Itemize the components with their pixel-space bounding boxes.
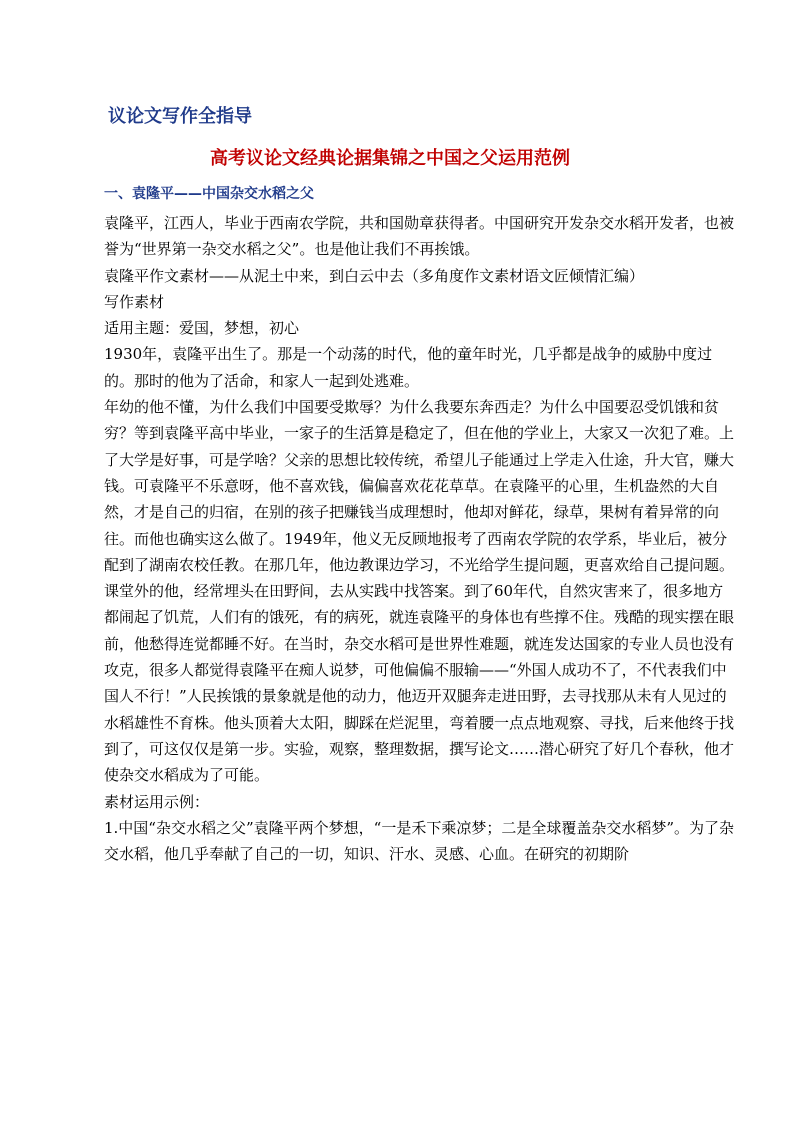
section-heading: 一、袁隆平——中国杂交水稻之父 [104,186,314,202]
document-title: 高考议论文经典论据集锦之中国之父运用范例 [210,148,570,169]
paragraph: 袁隆平作文素材——从泥土中来，到白云中去（多角度作文素材语文匠倾情汇编） [104,266,645,285]
paragraph: 适用主题：爱国，梦想，初心 [104,319,300,338]
paragraph: 1930年，袁隆平出生了。那是一个动荡的时代，他的童年时光，几乎都是战争的威胁中度过的。那时的他为了活命，和家人一起到处逃难。 [104,345,713,390]
header-title: 议论文写作全指导 [108,106,252,127]
paragraph: 年幼的他不懂，为什么我们中国要受欺辱？为什么我要东奔西走？为什么中国要忍受饥饿和贫穷？等到袁隆平高中毕业，一家子的生活算是稳定了，但在他的学业上，大家又一次犯了难。上了大学是好事，可是学啥？父亲的思想比较传统，希望儿子能通过上学走入仕途，升大官，赚大钱。可袁隆平不乐意呀，他不喜欢钱，偏偏喜欢花花草草。在袁隆平的心里，生机盎然的大自然，才是自己的归宿，在别的孩子把赚钱当成理想时，他却对鲜花，绿草，果树有着异常的向往。而他也确实这么做了。1949年，他义无反顾地报考了西南农学院的农学系，毕业后，被分配到了湖南农校任教。在那几年，他边教课边学习，不光给学生提问题，更喜欢给自己提问题。课堂外的他，经常埋头在田野间，去从实践中找答案。到了60年代，自然灾害来了，很多地方都闹起了饥荒，人们有的饿死，有的病死，就连袁隆平的身体也有些撑不住。残酷的现实摆在眼前，他愁得连觉都睡不好。在当时，杂交水稻可是世界性难题，就连发达国家的专业人员也没有攻克，很多人都觉得袁隆平在痴人说梦，可他偏偏不服输——“外国人成功不了，不代表我们中国人不行！”人民挨饿的景象就是他的动力，他迈开双腿奔走进田野，去寻找那从未有人见过的水稻雄性不育株。他头顶着大太阳，脚踩在烂泥里，弯着腰一点点地观察、寻找，后来他终于找到了，可这仅仅是第一步。实验，观察，整理数据，撰写论文……潜心研究了好几个春秋，他才使杂交水稻成为了可能。 [104,398,735,785]
paragraph: 袁隆平，江西人，毕业于西南农学院，共和国勋章获得者。中国研究开发杂交水稻开发者，也被誉为“世界第一杂交水稻之父”。也是他让我们不再挨饿。 [104,214,735,259]
paragraph: 素材运用示例： [104,792,210,811]
paragraph: 写作素材 [104,292,165,311]
paragraph: 1.中国“杂交水稻之父”袁隆平两个梦想，“一是禾下乘凉梦；二是全球覆盖杂交水稻梦”。为了杂交水稻，他几乎奉献了自己的一切，知识、汗水、灵感、心血。在研究的初期阶 [104,818,734,864]
body-text [104,210,736,867]
